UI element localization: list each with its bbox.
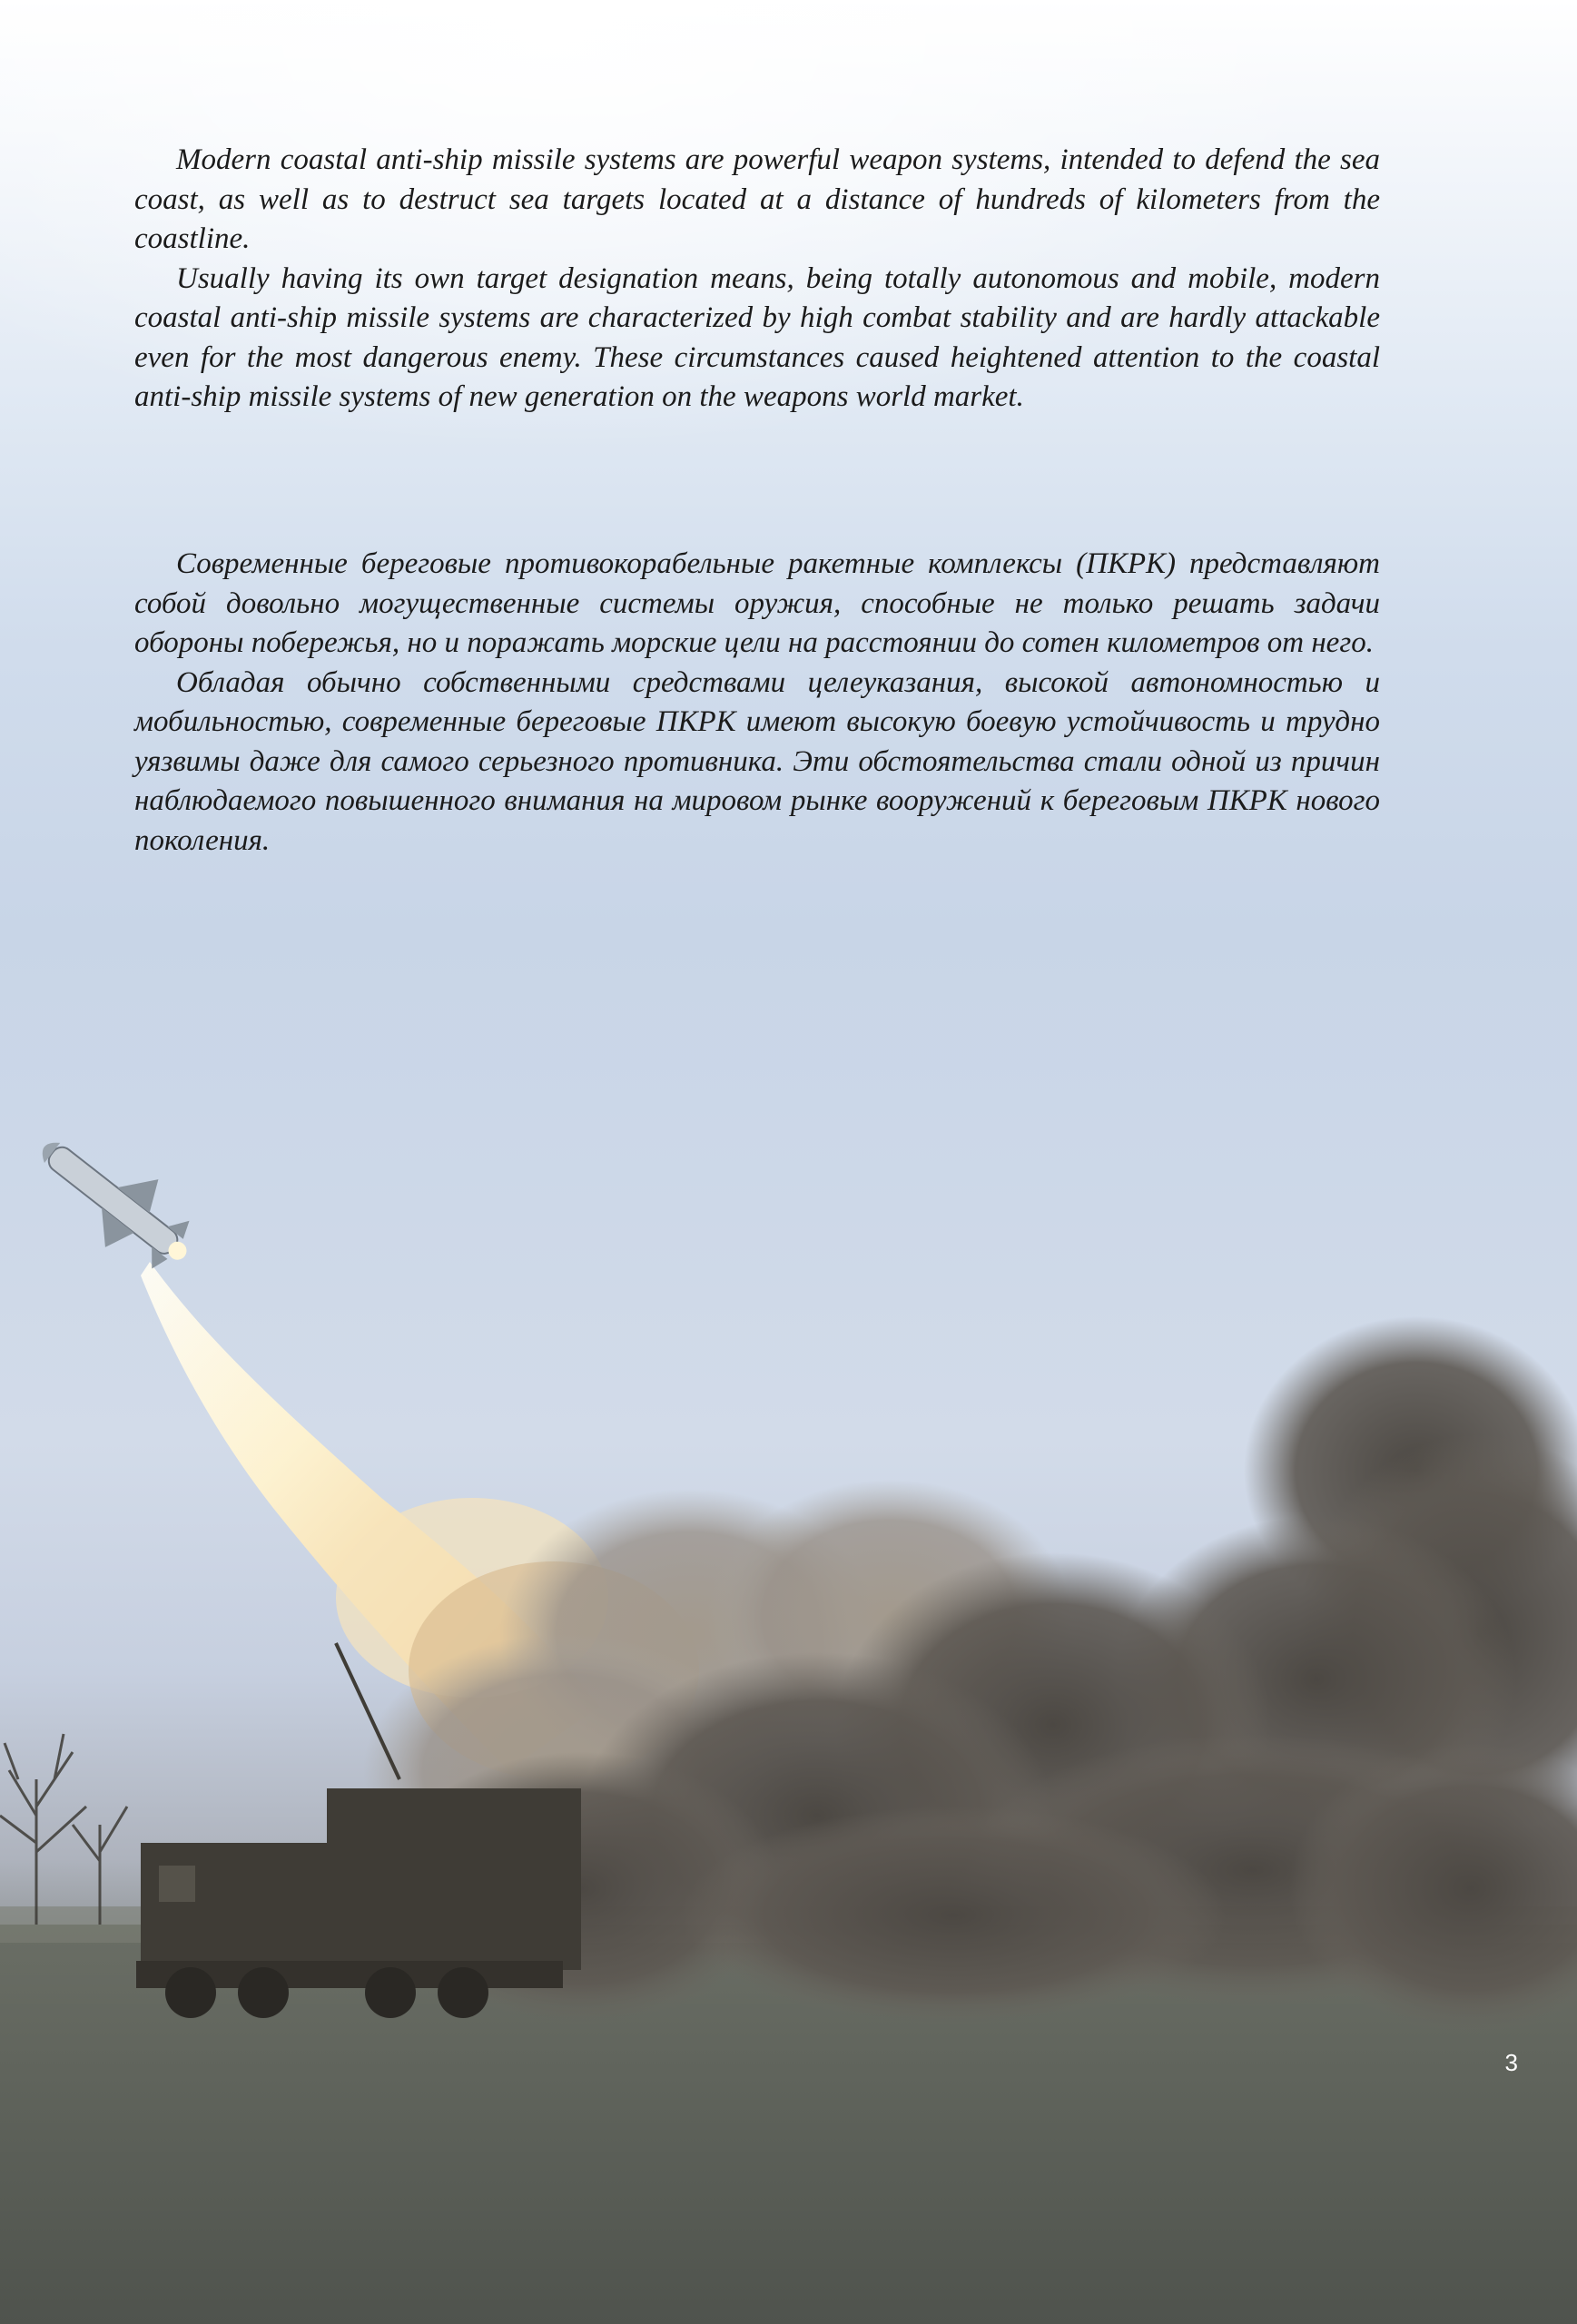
english-paragraph-2: Usually having its own target designation means, being totally autonomous and mobile, modern coastal anti-ship missile systems are characterized by high combat stability and are hardly attackable even for the most dangerous enemy. These circumstances caused heightened attention to the coastal anti-ship missile systems of new generation on the weapons world market. — [134, 261, 1380, 413]
russian-text — [134, 545, 1380, 861]
missile-icon — [19, 1112, 212, 1290]
english-paragraph-1: Modern coastal anti-ship missile systems are powerful weapon systems, intended to defend the sea coast, as well as to destruct sea targets located at a distance of hundreds of kilometers from the coastline. — [134, 143, 1380, 255]
russian-paragraph-2: Обладая обычно собственными средствами целеуказания, высокой автономностью и мобильностью, современные береговые ПКРК имеют высокую боевую устойчивость и трудно уязвимы даже для самого серьезного противника. Эти обстоятельства стали одной из причин наблюдаемого повышенного внимания на мировом рынке вооружений к береговым ПКРК нового поколения. — [134, 665, 1380, 857]
english-text — [134, 141, 1380, 418]
tree-icon — [0, 1734, 127, 1925]
page-number: 3 — [1504, 2049, 1518, 2076]
russian-paragraph-1: Современные береговые противокорабельные ракетные комплексы (ПКРК) представляют собой довольно могущественные системы оружия, способные не только решать задачи обороны побережья, но и поражать морские цели на расстоянии до сотен километров от него. — [134, 547, 1380, 659]
